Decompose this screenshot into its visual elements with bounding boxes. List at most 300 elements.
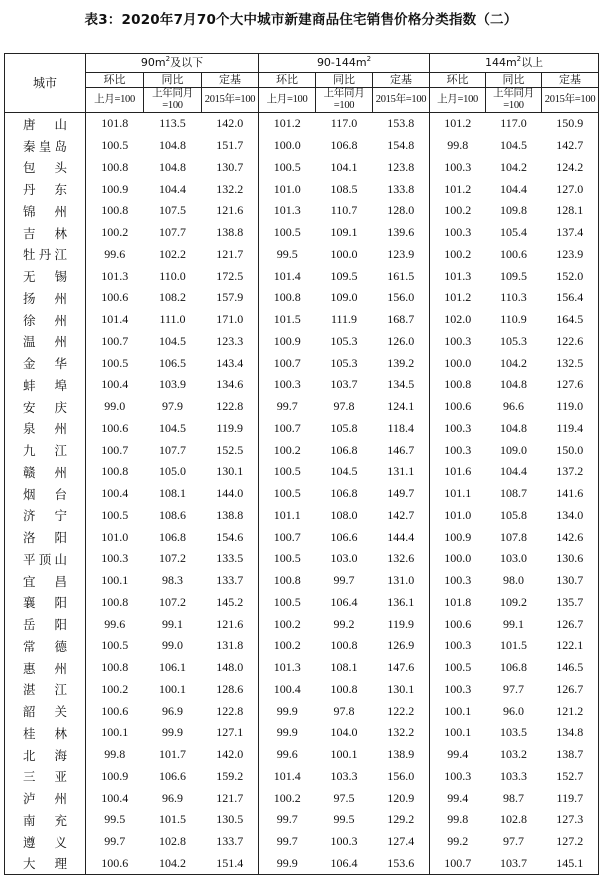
value-cell: 119.4 bbox=[542, 418, 599, 440]
table-row bbox=[5, 157, 599, 179]
value-cell: 121.6 bbox=[216, 203, 244, 218]
city-name: 无锡 bbox=[23, 269, 67, 285]
city-name: 宜昌 bbox=[23, 573, 67, 589]
city-cell bbox=[5, 352, 86, 374]
value-cell: 100.2 bbox=[430, 244, 486, 266]
value-cell: 101.3 bbox=[430, 265, 486, 287]
value-cell: 130.5 bbox=[216, 812, 244, 827]
value-cell: 132.2 bbox=[387, 725, 415, 740]
value-cell: 139.6 bbox=[387, 225, 415, 240]
group-header-small: $90m^2$及以下 bbox=[86, 54, 259, 73]
city-cell bbox=[5, 592, 86, 614]
value-cell: 105.3 bbox=[500, 333, 528, 348]
value-cell: 99.8 bbox=[430, 135, 486, 157]
value-cell: 101.2 bbox=[430, 178, 486, 200]
value-cell: 100.8 bbox=[86, 657, 144, 679]
value-cell: 99.6 bbox=[259, 744, 316, 766]
table-row bbox=[5, 483, 599, 505]
value-cell: 105.8 bbox=[330, 420, 358, 435]
value-cell: 152.0 bbox=[542, 265, 599, 287]
value-cell: 104.5 bbox=[330, 464, 358, 479]
value-cell: 137.2 bbox=[542, 461, 599, 483]
city-cell bbox=[5, 787, 86, 809]
value-cell: 107.8 bbox=[500, 529, 528, 544]
value-cell: 134.0 bbox=[542, 505, 599, 527]
value-cell: 122.2 bbox=[387, 703, 415, 718]
value-cell: 133.7 bbox=[216, 834, 244, 849]
value-cell: 146.7 bbox=[387, 442, 415, 457]
yoy-basis-header: 上年同月=100 bbox=[316, 88, 373, 113]
value-cell: 97.5 bbox=[333, 790, 355, 805]
value-cell: 105.0 bbox=[159, 464, 186, 479]
value-cell: 109.5 bbox=[330, 268, 358, 283]
value-cell: 100.7 bbox=[259, 526, 316, 548]
yoy-header: 同比 bbox=[144, 73, 202, 88]
value-cell: 107.7 bbox=[159, 225, 186, 240]
city-name: 桂林 bbox=[23, 725, 67, 741]
value-cell: 100.3 bbox=[86, 548, 144, 570]
value-cell: 119.9 bbox=[387, 616, 415, 631]
value-cell: 122.6 bbox=[542, 331, 599, 353]
value-cell: 108.5 bbox=[330, 181, 358, 196]
table-row bbox=[5, 635, 599, 657]
value-cell: 108.1 bbox=[159, 486, 186, 501]
value-cell: 134.6 bbox=[216, 377, 244, 392]
value-cell: 96.9 bbox=[162, 790, 183, 805]
city-cell bbox=[5, 396, 86, 418]
value-cell: 101.3 bbox=[86, 265, 144, 287]
table-row bbox=[5, 200, 599, 222]
group-header-large: $144m^2$以上 bbox=[430, 54, 599, 73]
value-cell: 164.5 bbox=[542, 309, 599, 331]
city-cell bbox=[5, 831, 86, 853]
table-row bbox=[5, 461, 599, 483]
value-cell: 100.8 bbox=[86, 157, 144, 179]
value-cell: 99.8 bbox=[430, 809, 486, 831]
value-cell: 103.3 bbox=[500, 768, 528, 783]
value-cell: 127.4 bbox=[387, 834, 415, 849]
value-cell: 126.7 bbox=[542, 613, 599, 635]
city-name: 襄阳 bbox=[23, 595, 67, 611]
city-name: 韶关 bbox=[23, 704, 67, 720]
value-cell: 100.3 bbox=[430, 439, 486, 461]
value-cell: 102.8 bbox=[159, 834, 186, 849]
city-cell bbox=[5, 374, 86, 396]
table-row bbox=[5, 396, 599, 418]
city-name: 九江 bbox=[23, 443, 67, 459]
value-cell: 100.5 bbox=[86, 352, 144, 374]
value-cell: 99.9 bbox=[259, 853, 316, 875]
table-row bbox=[5, 526, 599, 548]
value-cell: 100.6 bbox=[86, 287, 144, 309]
value-cell: 121.7 bbox=[216, 790, 244, 805]
value-cell: 151.7 bbox=[216, 138, 244, 153]
value-cell: 104.8 bbox=[500, 420, 528, 435]
city-cell bbox=[5, 244, 86, 266]
mom-header: 环比 bbox=[86, 73, 144, 88]
table-row bbox=[5, 592, 599, 614]
value-cell: 127.2 bbox=[542, 831, 599, 853]
value-cell: 99.1 bbox=[503, 616, 525, 631]
value-cell: 111.9 bbox=[330, 312, 358, 327]
city-cell bbox=[5, 700, 86, 722]
value-cell: 156.0 bbox=[387, 290, 415, 305]
value-cell: 104.2 bbox=[500, 159, 528, 174]
value-cell: 100.7 bbox=[430, 853, 486, 875]
value-cell: 99.2 bbox=[333, 616, 355, 631]
value-cell: 103.7 bbox=[486, 853, 542, 875]
value-cell: 142.6 bbox=[542, 526, 599, 548]
value-cell: 130.7 bbox=[216, 159, 244, 174]
value-cell: 128.0 bbox=[387, 203, 415, 218]
value-cell: 104.2 bbox=[500, 355, 528, 370]
value-cell: 105.3 bbox=[330, 355, 358, 370]
value-cell: 144.0 bbox=[216, 486, 244, 501]
value-cell: 108.2 bbox=[159, 290, 186, 305]
value-cell: 100.3 bbox=[430, 157, 486, 179]
value-cell: 106.8 bbox=[159, 529, 186, 544]
value-cell: 100.5 bbox=[259, 592, 316, 614]
value-cell: 135.7 bbox=[542, 592, 599, 614]
value-cell: 106.4 bbox=[330, 594, 358, 609]
value-cell: 99.7 bbox=[333, 573, 355, 588]
value-cell: 105.4 bbox=[500, 225, 528, 240]
value-cell: 100.0 bbox=[330, 246, 358, 261]
value-cell: 119.7 bbox=[542, 787, 599, 809]
mom-header: 环比 bbox=[430, 73, 486, 88]
price-index-table bbox=[4, 53, 599, 875]
table-row bbox=[5, 265, 599, 287]
value-cell: 106.6 bbox=[159, 768, 186, 783]
value-cell: 129.2 bbox=[387, 812, 415, 827]
value-cell: 100.4 bbox=[86, 787, 144, 809]
value-cell: 150.0 bbox=[542, 439, 599, 461]
table-row bbox=[5, 831, 599, 853]
value-cell: 102.0 bbox=[430, 309, 486, 331]
table-row bbox=[5, 700, 599, 722]
value-cell: 141.6 bbox=[542, 483, 599, 505]
value-cell: 104.1 bbox=[330, 159, 358, 174]
table-row bbox=[5, 113, 599, 135]
value-cell: 117.0 bbox=[500, 116, 527, 131]
value-cell: 109.5 bbox=[500, 268, 528, 283]
value-cell: 100.4 bbox=[86, 483, 144, 505]
value-cell: 99.7 bbox=[259, 809, 316, 831]
table-body bbox=[5, 113, 599, 875]
value-cell: 132.6 bbox=[387, 551, 415, 566]
city-cell bbox=[5, 265, 86, 287]
city-name: 湛江 bbox=[23, 682, 67, 698]
value-cell: 99.8 bbox=[86, 744, 144, 766]
value-cell: 138.7 bbox=[542, 744, 599, 766]
value-cell: 108.7 bbox=[500, 486, 528, 501]
value-cell: 127.3 bbox=[542, 809, 599, 831]
value-cell: 100.0 bbox=[430, 352, 486, 374]
city-cell bbox=[5, 200, 86, 222]
value-cell: 104.8 bbox=[159, 159, 186, 174]
value-cell: 100.6 bbox=[430, 613, 486, 635]
value-cell: 153.8 bbox=[387, 116, 415, 131]
value-cell: 99.1 bbox=[162, 616, 183, 631]
value-cell: 100.9 bbox=[259, 331, 316, 353]
city-name: 遵义 bbox=[23, 834, 67, 850]
value-cell: 100.5 bbox=[86, 135, 144, 157]
value-cell: 122.8 bbox=[216, 703, 244, 718]
value-cell: 104.5 bbox=[159, 333, 186, 348]
value-cell: 156.0 bbox=[387, 768, 415, 783]
value-cell: 100.8 bbox=[86, 592, 144, 614]
base-header: 定基 bbox=[542, 73, 599, 88]
value-cell: 100.2 bbox=[259, 635, 316, 657]
value-cell: 148.0 bbox=[216, 660, 244, 675]
base-basis-header: 2015年=100 bbox=[373, 88, 430, 113]
value-cell: 124.2 bbox=[542, 157, 599, 179]
value-cell: 106.8 bbox=[500, 660, 528, 675]
value-cell: 119.9 bbox=[216, 420, 244, 435]
value-cell: 100.5 bbox=[86, 505, 144, 527]
city-name: 蚌埠 bbox=[23, 377, 67, 393]
value-cell: 100.5 bbox=[259, 222, 316, 244]
city-name: 包头 bbox=[23, 160, 67, 176]
value-cell: 147.6 bbox=[387, 660, 415, 675]
value-cell: 133.5 bbox=[216, 551, 244, 566]
value-cell: 101.1 bbox=[430, 483, 486, 505]
value-cell: 136.1 bbox=[387, 594, 415, 609]
city-name: 泉州 bbox=[23, 421, 67, 437]
value-cell: 113.5 bbox=[159, 116, 186, 131]
value-cell: 121.6 bbox=[216, 616, 244, 631]
value-cell: 153.6 bbox=[373, 853, 430, 875]
city-cell bbox=[5, 461, 86, 483]
city-cell bbox=[5, 178, 86, 200]
value-cell: 100.1 bbox=[86, 570, 144, 592]
table-row bbox=[5, 657, 599, 679]
value-cell: 100.4 bbox=[259, 679, 316, 701]
value-cell: 104.2 bbox=[144, 853, 202, 875]
value-cell: 142.0 bbox=[216, 116, 244, 131]
value-cell: 98.7 bbox=[503, 790, 525, 805]
table-row bbox=[5, 374, 599, 396]
value-cell: 156.4 bbox=[542, 287, 599, 309]
value-cell: 99.7 bbox=[259, 396, 316, 418]
city-name: 丹东 bbox=[23, 182, 67, 198]
base-basis-header: 2015年=100 bbox=[202, 88, 259, 113]
value-cell: 132.2 bbox=[216, 181, 244, 196]
value-cell: 122.8 bbox=[216, 399, 244, 414]
value-cell: 138.8 bbox=[216, 225, 244, 240]
table-row bbox=[5, 570, 599, 592]
value-cell: 128.1 bbox=[542, 200, 599, 222]
value-cell: 131.0 bbox=[387, 573, 415, 588]
value-cell: 104.5 bbox=[500, 138, 528, 153]
city-cell bbox=[5, 287, 86, 309]
value-cell: 98.3 bbox=[162, 573, 183, 588]
value-cell: 100.2 bbox=[259, 787, 316, 809]
value-cell: 100.1 bbox=[330, 747, 358, 762]
value-cell: 142.7 bbox=[387, 507, 415, 522]
value-cell: 104.4 bbox=[500, 464, 528, 479]
value-cell: 106.5 bbox=[159, 355, 186, 370]
value-cell: 100.5 bbox=[259, 461, 316, 483]
city-name: 温州 bbox=[23, 334, 67, 350]
base-header: 定基 bbox=[373, 73, 430, 88]
value-cell: 100.3 bbox=[330, 834, 358, 849]
city-cell bbox=[5, 548, 86, 570]
value-cell: 104.8 bbox=[159, 138, 186, 153]
table-row bbox=[5, 222, 599, 244]
value-cell: 100.5 bbox=[259, 483, 316, 505]
value-cell: 101.8 bbox=[86, 113, 144, 135]
city-cell bbox=[5, 222, 86, 244]
city-name: 唐山 bbox=[23, 116, 67, 132]
value-cell: 110.3 bbox=[500, 290, 527, 305]
city-name: 常德 bbox=[23, 638, 67, 654]
value-cell: 99.9 bbox=[259, 700, 316, 722]
value-cell: 123.9 bbox=[387, 246, 415, 261]
value-cell: 100.2 bbox=[259, 613, 316, 635]
value-cell: 103.7 bbox=[330, 377, 358, 392]
table-row bbox=[5, 178, 599, 200]
table-row bbox=[5, 744, 599, 766]
value-cell: 130.6 bbox=[542, 548, 599, 570]
value-cell: 123.3 bbox=[216, 333, 244, 348]
value-cell: 100.1 bbox=[430, 700, 486, 722]
table-row bbox=[5, 418, 599, 440]
value-cell: 96.6 bbox=[503, 399, 525, 414]
value-cell: 107.7 bbox=[159, 442, 186, 457]
value-cell: 99.6 bbox=[86, 244, 144, 266]
value-cell: 100.8 bbox=[330, 681, 358, 696]
value-cell: 100.2 bbox=[430, 200, 486, 222]
city-name: 大理 bbox=[23, 856, 67, 872]
value-cell: 100.6 bbox=[430, 396, 486, 418]
table-row bbox=[5, 787, 599, 809]
value-cell: 106.8 bbox=[330, 486, 358, 501]
value-cell: 152.5 bbox=[216, 442, 244, 457]
base-header: 定基 bbox=[202, 73, 259, 88]
value-cell: 99.9 bbox=[162, 725, 183, 740]
city-name: 岳阳 bbox=[23, 617, 67, 633]
value-cell: 103.0 bbox=[330, 551, 358, 566]
value-cell: 100.4 bbox=[86, 374, 144, 396]
city-cell bbox=[5, 744, 86, 766]
yoy-header: 同比 bbox=[316, 73, 373, 88]
value-cell: 144.4 bbox=[387, 529, 415, 544]
mom-basis-header: 上月=100 bbox=[430, 88, 486, 113]
table-row bbox=[5, 679, 599, 701]
value-cell: 100.5 bbox=[430, 657, 486, 679]
value-cell: 100.0 bbox=[430, 548, 486, 570]
city-cell bbox=[5, 635, 86, 657]
value-cell: 126.9 bbox=[387, 638, 415, 653]
value-cell: 100.3 bbox=[430, 635, 486, 657]
value-cell: 126.7 bbox=[542, 679, 599, 701]
table-row bbox=[5, 722, 599, 744]
city-cell bbox=[5, 853, 86, 875]
value-cell: 100.3 bbox=[430, 570, 486, 592]
mom-basis-header: 上月=100 bbox=[86, 88, 144, 113]
value-cell: 99.4 bbox=[430, 787, 486, 809]
value-cell: 119.0 bbox=[542, 396, 599, 418]
value-cell: 96.9 bbox=[162, 703, 183, 718]
value-cell: 110.0 bbox=[159, 268, 186, 283]
value-cell: 105.3 bbox=[330, 333, 358, 348]
value-cell: 127.6 bbox=[542, 374, 599, 396]
value-cell: 142.0 bbox=[216, 747, 244, 762]
value-cell: 100.5 bbox=[259, 157, 316, 179]
value-cell: 101.0 bbox=[430, 505, 486, 527]
city-name: 金华 bbox=[23, 356, 67, 372]
value-cell: 100.3 bbox=[430, 766, 486, 788]
value-cell: 101.5 bbox=[500, 638, 528, 653]
city-cell bbox=[5, 657, 86, 679]
value-cell: 100.3 bbox=[430, 222, 486, 244]
value-cell: 118.4 bbox=[387, 420, 415, 435]
value-cell: 100.9 bbox=[430, 526, 486, 548]
value-cell: 109.2 bbox=[500, 594, 528, 609]
value-cell: 100.7 bbox=[259, 352, 316, 374]
table-row bbox=[5, 309, 599, 331]
value-cell: 138.8 bbox=[216, 507, 244, 522]
city-cell bbox=[5, 766, 86, 788]
value-cell: 100.9 bbox=[86, 178, 144, 200]
value-cell: 104.4 bbox=[500, 181, 528, 196]
value-cell: 101.2 bbox=[430, 113, 486, 135]
value-cell: 101.4 bbox=[259, 766, 316, 788]
value-cell: 108.1 bbox=[330, 660, 358, 675]
city-name: 烟台 bbox=[23, 486, 67, 502]
value-cell: 108.0 bbox=[330, 507, 358, 522]
value-cell: 98.0 bbox=[503, 573, 525, 588]
value-cell: 101.4 bbox=[86, 309, 144, 331]
value-cell: 143.4 bbox=[216, 355, 244, 370]
value-cell: 101.1 bbox=[259, 505, 316, 527]
value-cell: 134.5 bbox=[387, 377, 415, 392]
city-name: 牡丹江 bbox=[23, 247, 67, 263]
city-cell bbox=[5, 505, 86, 527]
value-cell: 99.2 bbox=[430, 831, 486, 853]
value-cell: 103.3 bbox=[330, 768, 358, 783]
value-cell: 172.5 bbox=[216, 268, 244, 283]
base-basis-header: 2015年=100 bbox=[542, 88, 599, 113]
city-name: 济宁 bbox=[23, 508, 67, 524]
city-cell bbox=[5, 809, 86, 831]
value-cell: 101.8 bbox=[430, 592, 486, 614]
value-cell: 100.8 bbox=[430, 374, 486, 396]
value-cell: 168.7 bbox=[387, 312, 415, 327]
value-cell: 103.2 bbox=[500, 747, 528, 762]
value-cell: 99.7 bbox=[86, 831, 144, 853]
value-cell: 107.2 bbox=[159, 551, 186, 566]
value-cell: 128.6 bbox=[216, 681, 244, 696]
value-cell: 107.2 bbox=[159, 594, 186, 609]
value-cell: 109.1 bbox=[330, 225, 358, 240]
value-cell: 124.1 bbox=[387, 399, 415, 414]
value-cell: 106.6 bbox=[330, 529, 358, 544]
city-cell bbox=[5, 526, 86, 548]
city-name: 赣州 bbox=[23, 464, 67, 480]
mom-basis-header: 上月=100 bbox=[259, 88, 316, 113]
value-cell: 149.7 bbox=[387, 486, 415, 501]
value-cell: 104.5 bbox=[159, 420, 186, 435]
value-cell: 145.2 bbox=[216, 594, 244, 609]
value-cell: 99.7 bbox=[259, 831, 316, 853]
table-row bbox=[5, 244, 599, 266]
value-cell: 101.2 bbox=[259, 113, 316, 135]
value-cell: 100.1 bbox=[430, 722, 486, 744]
city-name: 锦州 bbox=[23, 203, 67, 219]
value-cell: 110.9 bbox=[500, 312, 527, 327]
